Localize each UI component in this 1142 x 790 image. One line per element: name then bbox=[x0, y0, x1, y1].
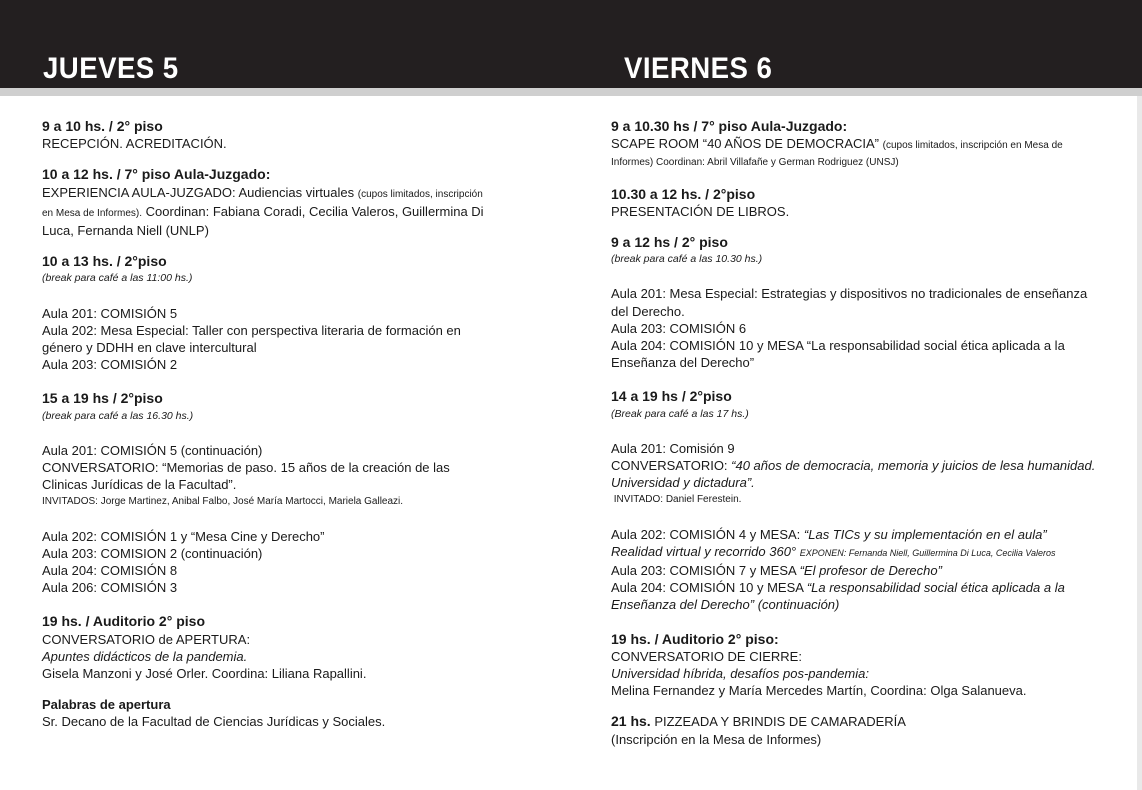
thursday-column bbox=[42, 118, 512, 731]
day-heading-friday: VIERNES 6 bbox=[624, 52, 773, 85]
block-line: PRESENTACIÓN DE LIBROS. bbox=[611, 203, 790, 219]
block-title: 10 a 12 hs. / 7° piso Aula-Juzgado: bbox=[42, 166, 271, 183]
block-line: del Derecho. bbox=[611, 303, 685, 319]
block-line: INVITADO: Daniel Ferestein. bbox=[611, 494, 742, 506]
block-title: 10.30 a 12 hs. / 2°piso bbox=[611, 185, 756, 202]
block-line bbox=[611, 579, 1111, 596]
block-line: Sr. Decano de la Facultad de Ciencias Jurídicas y Sociales. bbox=[42, 714, 386, 730]
block-text: Realidad virtual y recorrido 360° bbox=[611, 543, 800, 559]
schedule-block bbox=[42, 613, 512, 682]
block-title: Palabras de apertura bbox=[42, 697, 171, 713]
block-note: EXPONEN: Fernanda Niell, Guillermina Di Luca, Cecilia Valeros bbox=[799, 547, 1056, 558]
block-line bbox=[611, 135, 1111, 154]
schedule-block bbox=[42, 696, 512, 730]
block-line: Aula 201: Mesa Especial: Estrategias y dispositivos no tradicionales de enseñanza bbox=[611, 286, 1088, 302]
block-title: 19 hs. / Auditorio 2° piso bbox=[42, 613, 205, 630]
schedule-block bbox=[42, 118, 512, 152]
block-text: Aula 204: COMISIÓN 10 y MESA bbox=[611, 580, 807, 596]
schedule-block bbox=[611, 713, 1111, 747]
header-bar bbox=[0, 0, 1142, 88]
block-text: PIZZEADA Y BRINDIS DE CAMARADERÍA bbox=[650, 714, 906, 730]
block-note: (cupos limitados, inscripción bbox=[357, 188, 483, 200]
block-line bbox=[611, 526, 1111, 543]
block-line: Universidad híbrida, desafíos pos-pandemia: bbox=[611, 666, 869, 682]
block-text: EXPERIENCIA AULA-JUZGADO: Audiencias virtuales bbox=[42, 184, 358, 200]
block-line: RECEPCIÓN. ACREDITACIÓN. bbox=[42, 136, 227, 152]
block-note: en Mesa de Informes). bbox=[42, 207, 143, 219]
block-line: Aula 203: COMISIÓN 6 bbox=[611, 320, 747, 336]
block-line: Universidad y dictadura”. bbox=[611, 475, 755, 491]
block-line: Aula 201: COMISIÓN 5 bbox=[42, 305, 178, 321]
block-line: género y DDHH en clave intercultural bbox=[42, 340, 257, 356]
block-text: “40 años de democracia, memoria y juicios de lesa humanidad. bbox=[731, 458, 1096, 474]
block-line: Aula 202: COMISIÓN 1 y “Mesa Cine y Derecho” bbox=[42, 528, 325, 544]
block-line bbox=[611, 543, 1111, 562]
block-line: Aula 201: Comisión 9 bbox=[611, 440, 735, 456]
block-line: Apuntes didácticos de la pandemia. bbox=[42, 648, 248, 664]
day-heading-thursday: JUEVES 5 bbox=[43, 52, 179, 85]
block-line bbox=[42, 203, 512, 222]
block-line: INVITADOS: Jorge Martinez, Anibal Falbo, José María Martocci, Mariela Galleazi. bbox=[42, 496, 404, 508]
header-rule bbox=[0, 88, 1142, 96]
schedule-block bbox=[611, 186, 1111, 220]
page-edge bbox=[1137, 96, 1142, 790]
block-line: Luca, Fernanda Niell (UNLP) bbox=[42, 223, 209, 239]
break-note: (break para café a las 10.30 hs.) bbox=[611, 253, 763, 266]
block-title: 15 a 19 hs / 2°piso bbox=[42, 390, 163, 407]
block-line: Aula 206: COMISIÓN 3 bbox=[42, 580, 178, 596]
block-text: Aula 202: COMISIÓN 4 y MESA: bbox=[611, 526, 804, 542]
block-title: 14 a 19 hs / 2°piso bbox=[611, 388, 732, 405]
block-title: 10 a 13 hs. / 2°piso bbox=[42, 253, 167, 270]
schedule-block bbox=[611, 631, 1111, 700]
block-line: Aula 204: COMISIÓN 8 bbox=[42, 563, 178, 579]
block-line: Enseñanza del Derecho” (continuación) bbox=[611, 597, 840, 613]
block-line: Informes) Coordinan: Abril Villafañe y German Rodriguez (UNSJ) bbox=[611, 157, 899, 169]
block-line bbox=[42, 184, 512, 203]
block-line: (Inscripción en la Mesa de Informes) bbox=[611, 731, 822, 747]
block-line: Aula 203: COMISIÓN 2 bbox=[42, 357, 178, 373]
block-title: 9 a 10.30 hs / 7° piso Aula-Juzgado: bbox=[611, 118, 848, 134]
friday-column bbox=[611, 118, 1111, 748]
block-line bbox=[611, 562, 1111, 579]
schedule-block bbox=[611, 234, 1111, 371]
block-note: (cupos limitados, inscripción en Mesa de bbox=[882, 140, 1063, 152]
block-title: 9 a 12 hs / 2° piso bbox=[611, 234, 728, 251]
block-line: Aula 203: COMISION 2 (continuación) bbox=[42, 545, 263, 561]
break-note: (break para café a las 11:00 hs.) bbox=[42, 272, 193, 285]
block-text: Aula 203: COMISIÓN 7 y MESA bbox=[611, 563, 800, 579]
block-text: SCAPE ROOM “40 AÑOS DE DEMOCRACIA” bbox=[611, 136, 883, 152]
schedule-block bbox=[611, 388, 1111, 613]
break-note: (Break para café a las 17 hs.) bbox=[611, 407, 749, 420]
block-line: Enseñanza del Derecho” bbox=[611, 355, 755, 371]
block-title: 21 hs. bbox=[611, 713, 651, 730]
schedule-block bbox=[42, 390, 512, 596]
block-title-line bbox=[611, 713, 1111, 730]
block-line: Gisela Manzoni y José Orler. Coordina: Liliana Rapallini. bbox=[42, 666, 367, 682]
block-line: CONVERSATORIO: “Memorias de paso. 15 años de la creación de las bbox=[42, 460, 450, 476]
block-text: “El profesor de Derecho” bbox=[799, 563, 942, 579]
block-line: Melina Fernandez y María Mercedes Martín, Coordina: Olga Salanueva. bbox=[611, 683, 1027, 699]
block-line: CONVERSATORIO DE CIERRE: bbox=[611, 648, 802, 664]
block-text: CONVERSATORIO: bbox=[611, 458, 732, 474]
block-title: 19 hs. / Auditorio 2° piso: bbox=[611, 630, 779, 647]
schedule-block bbox=[42, 166, 512, 239]
block-line: CONVERSATORIO de APERTURA: bbox=[42, 631, 251, 647]
block-line bbox=[611, 457, 1111, 474]
block-line: Clinicas Jurídicas de la Facultad”. bbox=[42, 477, 237, 493]
block-text: “Las TICs y su implementación en el aula” bbox=[803, 526, 1047, 542]
block-line: Aula 202: Mesa Especial: Taller con perspectiva literaria de formación en bbox=[42, 322, 461, 338]
block-text: “La responsabilidad social ética aplicada a la bbox=[806, 580, 1065, 596]
break-note: (break para café a las 16.30 hs.) bbox=[42, 409, 194, 422]
block-line: Aula 204: COMISIÓN 10 y MESA “La responsabilidad social ética aplicada a la bbox=[611, 338, 1065, 354]
schedule-block bbox=[42, 253, 512, 373]
block-title: 9 a 10 hs. / 2° piso bbox=[42, 118, 163, 134]
block-line: Aula 201: COMISIÓN 5 (continuación) bbox=[42, 442, 263, 458]
schedule-block bbox=[611, 118, 1111, 172]
block-text: Coordinan: Fabiana Coradi, Cecilia Valeros, Guillermina Di bbox=[142, 203, 484, 219]
